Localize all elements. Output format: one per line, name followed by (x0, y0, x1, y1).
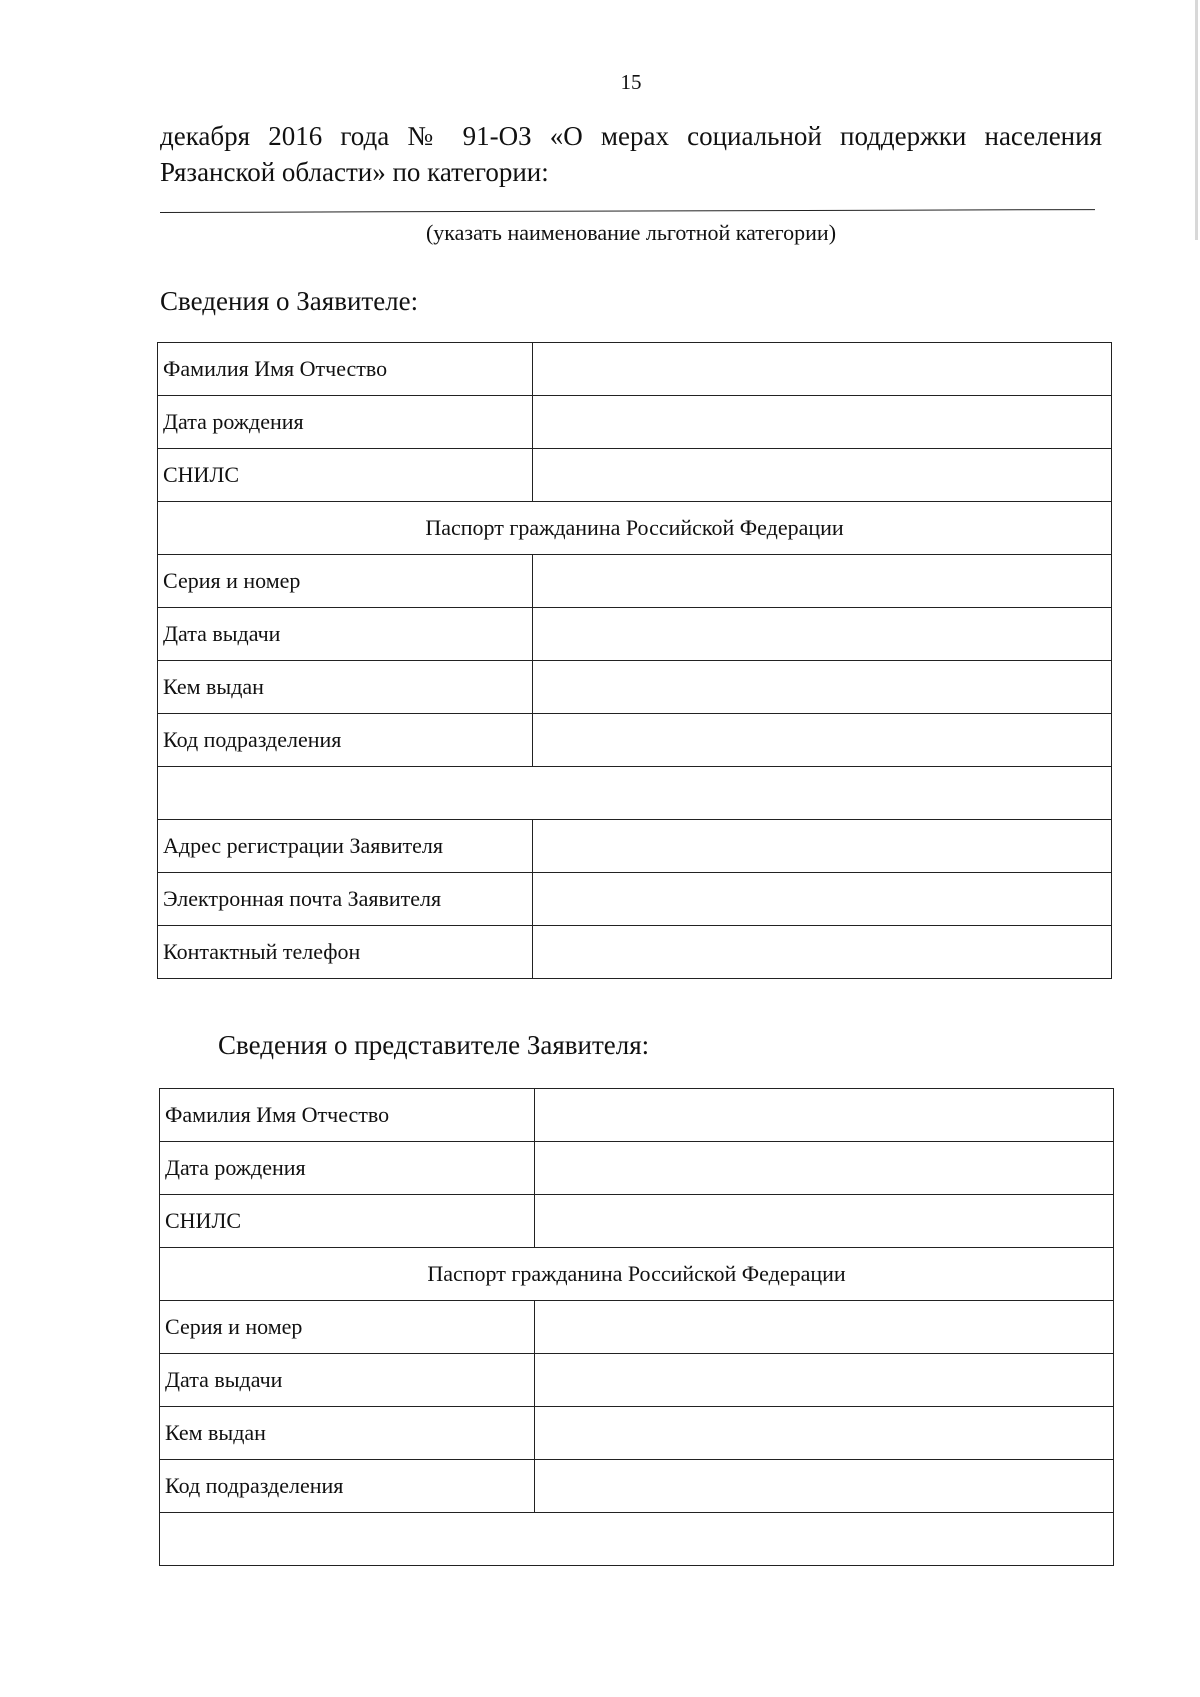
representative-birthdate-field[interactable] (534, 1142, 1113, 1195)
applicant-fio-label: Фамилия Имя Отчество (158, 343, 533, 396)
representative-issued-by-label: Кем выдан (160, 1407, 535, 1460)
table-row (158, 873, 1112, 926)
applicant-birthdate-field[interactable] (532, 396, 1111, 449)
applicant-issued-by-field[interactable] (532, 661, 1111, 714)
table-row (160, 1301, 1114, 1354)
table-row (158, 555, 1112, 608)
applicant-email-field[interactable] (532, 873, 1111, 926)
intro-line-2: Рязанской области» по категории: (160, 157, 549, 187)
applicant-blank-row[interactable] (158, 767, 1112, 820)
table-row (160, 1513, 1114, 1566)
representative-department-code-label: Код подразделения (160, 1460, 535, 1513)
table-row (160, 1248, 1114, 1301)
table-row (158, 820, 1112, 873)
scan-edge-mark (1195, 0, 1198, 240)
page-number: 15 (620, 70, 642, 94)
table-row (158, 661, 1112, 714)
representative-fio-field[interactable] (534, 1089, 1113, 1142)
applicant-department-code-field[interactable] (532, 714, 1111, 767)
table-row (160, 1460, 1114, 1513)
applicant-phone-field[interactable] (532, 926, 1111, 979)
representative-table (159, 1088, 1114, 1566)
applicant-snils-field[interactable] (532, 449, 1111, 502)
applicant-department-code-label: Код подразделения (158, 714, 533, 767)
applicant-heading: Сведения о Заявителе: (160, 286, 419, 316)
applicant-passport-section: Паспорт гражданина Российской Федерации (158, 502, 1112, 555)
table-row (158, 767, 1112, 820)
applicant-passport-number-label: Серия и номер (158, 555, 533, 608)
applicant-issue-date-label: Дата выдачи (158, 608, 533, 661)
table-row (160, 1354, 1114, 1407)
representative-department-code-field[interactable] (534, 1460, 1113, 1513)
representative-heading: Сведения о представителе Заявителя: (218, 1030, 650, 1060)
table-row (158, 502, 1112, 555)
representative-birthdate-label: Дата рождения (160, 1142, 535, 1195)
representative-issue-date-field[interactable] (534, 1354, 1113, 1407)
table-row (158, 608, 1112, 661)
table-row (160, 1142, 1114, 1195)
representative-snils-field[interactable] (534, 1195, 1113, 1248)
table-row (158, 926, 1112, 979)
applicant-issued-by-label: Кем выдан (158, 661, 533, 714)
table-row (160, 1407, 1114, 1460)
representative-issue-date-label: Дата выдачи (160, 1354, 535, 1407)
intro-paragraph (160, 118, 1102, 190)
table-row (158, 396, 1112, 449)
applicant-address-field[interactable] (532, 820, 1111, 873)
representative-blank-row[interactable] (160, 1513, 1114, 1566)
applicant-birthdate-label: Дата рождения (158, 396, 533, 449)
category-fill-line[interactable] (160, 209, 1095, 213)
representative-issued-by-field[interactable] (534, 1407, 1113, 1460)
table-row (158, 714, 1112, 767)
representative-passport-section: Паспорт гражданина Российской Федерации (160, 1248, 1114, 1301)
applicant-snils-label: СНИЛС (158, 449, 533, 502)
representative-snils-label: СНИЛС (160, 1195, 535, 1248)
applicant-address-label: Адрес регистрации Заявителя (158, 820, 533, 873)
table-row (158, 343, 1112, 396)
representative-fio-label: Фамилия Имя Отчество (160, 1089, 535, 1142)
intro-line-1: декабря 2016 года № 91-ОЗ «О мерах социальной поддержки населения (160, 121, 1102, 151)
applicant-fio-field[interactable] (532, 343, 1111, 396)
applicant-table (157, 342, 1112, 979)
representative-passport-number-field[interactable] (534, 1301, 1113, 1354)
representative-passport-number-label: Серия и номер (160, 1301, 535, 1354)
category-hint: (указать наименование льготной категории) (425, 220, 837, 245)
table-row (160, 1195, 1114, 1248)
applicant-email-label: Электронная почта Заявителя (158, 873, 533, 926)
applicant-phone-label: Контактный телефон (158, 926, 533, 979)
applicant-passport-number-field[interactable] (532, 555, 1111, 608)
table-row (160, 1089, 1114, 1142)
table-row (158, 449, 1112, 502)
applicant-issue-date-field[interactable] (532, 608, 1111, 661)
